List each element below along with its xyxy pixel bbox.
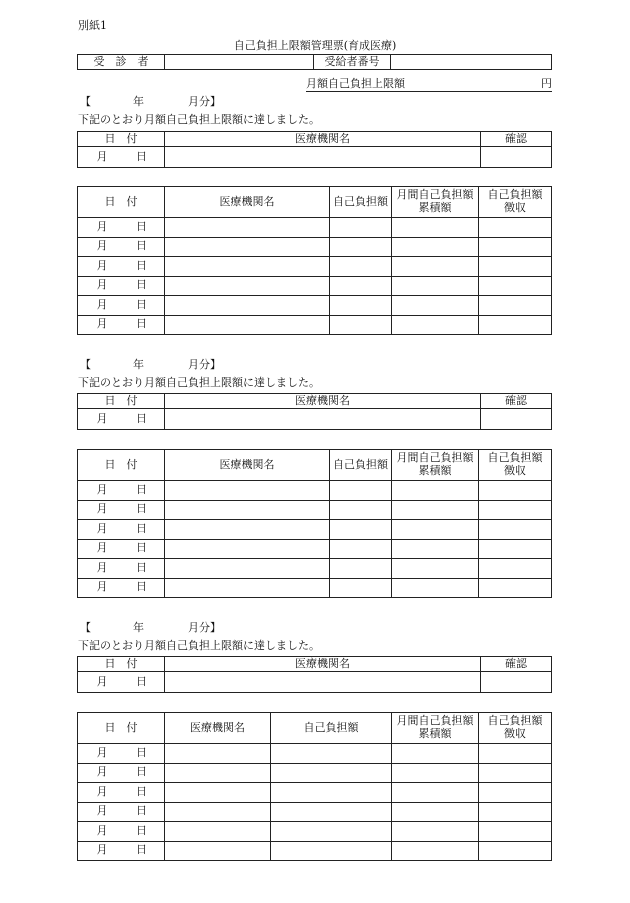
collected-cell[interactable] (479, 481, 552, 501)
institution-header: 医療機関名 (165, 450, 330, 481)
copay-cell[interactable] (271, 744, 392, 764)
confirm-cell[interactable] (481, 672, 552, 693)
collected-cell[interactable] (479, 578, 552, 598)
ledger-table-3 (77, 712, 552, 861)
cumulative-cell[interactable] (392, 763, 479, 783)
cumulative-cell[interactable] (392, 822, 479, 842)
copay-cell[interactable] (330, 257, 392, 277)
institution-cell[interactable] (165, 481, 330, 501)
copay-cell[interactable] (271, 763, 392, 783)
month-header-2: 【 年 月分】 (80, 358, 221, 371)
reached-text-1: 下記のとおり月額自己負担上限額に達しました。 (78, 113, 320, 126)
institution-header: 医療機関名 (165, 657, 481, 672)
cumulative-cell[interactable] (392, 218, 479, 238)
ledger-table-1 (77, 186, 552, 335)
date-cell[interactable]: 月 日 (78, 257, 165, 277)
page-title: 自己負担上限額管理票(育成医療) (233, 39, 397, 52)
institution-cell[interactable] (165, 763, 271, 783)
copay-cell[interactable] (330, 500, 392, 520)
date-cell[interactable]: 月 日 (78, 822, 165, 842)
date-header: 日 付 (78, 657, 165, 672)
date-cell[interactable]: 月 日 (78, 218, 165, 238)
collected-cell[interactable] (479, 841, 552, 861)
cumulative-cell[interactable] (392, 315, 479, 335)
date-cell[interactable]: 月 日 (78, 578, 165, 598)
institution-cell[interactable] (165, 822, 271, 842)
copay-cell[interactable] (330, 520, 392, 540)
cumulative-header: 月間自己負担額 累積額 (392, 450, 479, 481)
date-cell[interactable]: 月 日 (78, 481, 165, 501)
cumulative-cell[interactable] (392, 481, 479, 501)
cumulative-cell[interactable] (392, 237, 479, 257)
institution-cell[interactable] (165, 409, 481, 430)
copay-cell[interactable] (330, 296, 392, 316)
cumulative-cell[interactable] (392, 559, 479, 579)
collected-cell[interactable] (479, 802, 552, 822)
cumulative-cell[interactable] (392, 841, 479, 861)
date-header: 日 付 (78, 450, 165, 481)
institution-cell[interactable] (165, 672, 481, 693)
cumulative-cell[interactable] (392, 539, 479, 559)
copay-header: 自己負担額 (330, 187, 392, 218)
institution-cell[interactable] (165, 559, 330, 579)
cumulative-cell[interactable] (392, 802, 479, 822)
cumulative-cell[interactable] (392, 783, 479, 803)
institution-cell[interactable] (165, 315, 330, 335)
institution-cell[interactable] (165, 520, 330, 540)
institution-cell[interactable] (165, 744, 271, 764)
collected-cell[interactable] (479, 276, 552, 296)
collected-cell[interactable] (479, 257, 552, 277)
date-cell[interactable]: 月 日 (78, 559, 165, 579)
cumulative-cell[interactable] (392, 276, 479, 296)
institution-cell[interactable] (165, 841, 271, 861)
copay-header: 自己負担額 (271, 713, 392, 744)
confirm-header: 確認 (481, 132, 552, 147)
date-cell[interactable]: 月 日 (78, 744, 165, 764)
yen-label: 円 (541, 77, 552, 90)
month-header-3: 【 年 月分】 (80, 621, 221, 634)
copay-cell[interactable] (330, 218, 392, 238)
date-cell[interactable]: 月 日 (78, 315, 165, 335)
date-cell[interactable]: 月 日 (78, 500, 165, 520)
collected-cell[interactable] (479, 744, 552, 764)
collected-cell[interactable] (479, 520, 552, 540)
collected-cell[interactable] (479, 500, 552, 520)
date-cell[interactable]: 月 日 (78, 763, 165, 783)
month-header-1: 【 年 月分】 (80, 95, 221, 108)
collected-cell[interactable] (479, 218, 552, 238)
copay-cell[interactable] (271, 783, 392, 803)
cumulative-cell[interactable] (392, 744, 479, 764)
collected-header: 自己負担額 徴収 (479, 713, 552, 744)
date-cell[interactable]: 月 日 (78, 672, 165, 693)
date-header: 日 付 (78, 394, 165, 409)
copay-cell[interactable] (271, 822, 392, 842)
recipient-number-field[interactable] (391, 55, 552, 70)
collected-cell[interactable] (479, 315, 552, 335)
confirm-header: 確認 (481, 394, 552, 409)
collected-cell[interactable] (479, 559, 552, 579)
institution-cell[interactable] (165, 218, 330, 238)
date-cell[interactable]: 月 日 (78, 539, 165, 559)
date-header: 日 付 (78, 187, 165, 218)
cumulative-header: 月間自己負担額 累積額 (392, 713, 479, 744)
reached-table-1 (77, 131, 552, 168)
confirm-header: 確認 (481, 657, 552, 672)
cumulative-cell[interactable] (392, 296, 479, 316)
copay-cell[interactable] (271, 841, 392, 861)
cumulative-cell[interactable] (392, 578, 479, 598)
copay-cell[interactable] (330, 315, 392, 335)
cumulative-cell[interactable] (392, 520, 479, 540)
institution-cell[interactable] (165, 276, 330, 296)
date-cell[interactable]: 月 日 (78, 802, 165, 822)
collected-header: 自己負担額 徴収 (479, 450, 552, 481)
copay-header: 自己負担額 (330, 450, 392, 481)
copay-cell[interactable] (330, 578, 392, 598)
date-cell[interactable]: 月 日 (78, 147, 165, 168)
institution-header: 医療機関名 (165, 713, 271, 744)
reached-text-3: 下記のとおり月額自己負担上限額に達しました。 (78, 639, 320, 652)
collected-cell[interactable] (479, 539, 552, 559)
collected-cell[interactable] (479, 783, 552, 803)
collected-cell[interactable] (479, 296, 552, 316)
confirm-cell[interactable] (481, 409, 552, 430)
date-header: 日 付 (78, 132, 165, 147)
date-cell[interactable]: 月 日 (78, 841, 165, 861)
patient-name-field[interactable] (165, 55, 314, 70)
confirm-cell[interactable] (481, 147, 552, 168)
attachment-label: 別紙1 (78, 19, 107, 32)
cumulative-cell[interactable] (392, 500, 479, 520)
cumulative-cell[interactable] (392, 257, 479, 277)
institution-header: 医療機関名 (165, 187, 330, 218)
collected-cell[interactable] (479, 763, 552, 783)
collected-cell[interactable] (479, 822, 552, 842)
reached-text-2: 下記のとおり月額自己負担上限額に達しました。 (78, 376, 320, 389)
monthly-limit-line[interactable] (306, 77, 552, 92)
institution-cell[interactable] (165, 147, 481, 168)
cumulative-header: 月間自己負担額 累積額 (392, 187, 479, 218)
institution-cell[interactable] (165, 578, 330, 598)
reached-table-3 (77, 656, 552, 693)
date-header: 日 付 (78, 713, 165, 744)
copay-cell[interactable] (330, 539, 392, 559)
institution-header: 医療機関名 (165, 132, 481, 147)
institution-cell[interactable] (165, 296, 330, 316)
ledger-table-2 (77, 449, 552, 598)
date-cell[interactable]: 月 日 (78, 520, 165, 540)
date-cell[interactable]: 月 日 (78, 409, 165, 430)
monthly-limit-label: 月額自己負担上限額 (306, 77, 405, 90)
copay-cell[interactable] (271, 802, 392, 822)
date-cell[interactable]: 月 日 (78, 237, 165, 257)
copay-cell[interactable] (330, 276, 392, 296)
reached-table-2 (77, 393, 552, 430)
institution-header: 医療機関名 (165, 394, 481, 409)
institution-cell[interactable] (165, 237, 330, 257)
patient-info-table (77, 54, 552, 70)
institution-cell[interactable] (165, 783, 271, 803)
institution-cell[interactable] (165, 802, 271, 822)
collected-cell[interactable] (479, 237, 552, 257)
date-cell[interactable]: 月 日 (78, 296, 165, 316)
copay-cell[interactable] (330, 481, 392, 501)
recipient-number-label: 受給者番号 (314, 55, 391, 70)
institution-cell[interactable] (165, 539, 330, 559)
patient-label: 受 診 者 (78, 55, 165, 70)
collected-header: 自己負担額 徴収 (479, 187, 552, 218)
institution-cell[interactable] (165, 500, 330, 520)
copay-cell[interactable] (330, 237, 392, 257)
copay-cell[interactable] (330, 559, 392, 579)
institution-cell[interactable] (165, 257, 330, 277)
date-cell[interactable]: 月 日 (78, 783, 165, 803)
date-cell[interactable]: 月 日 (78, 276, 165, 296)
